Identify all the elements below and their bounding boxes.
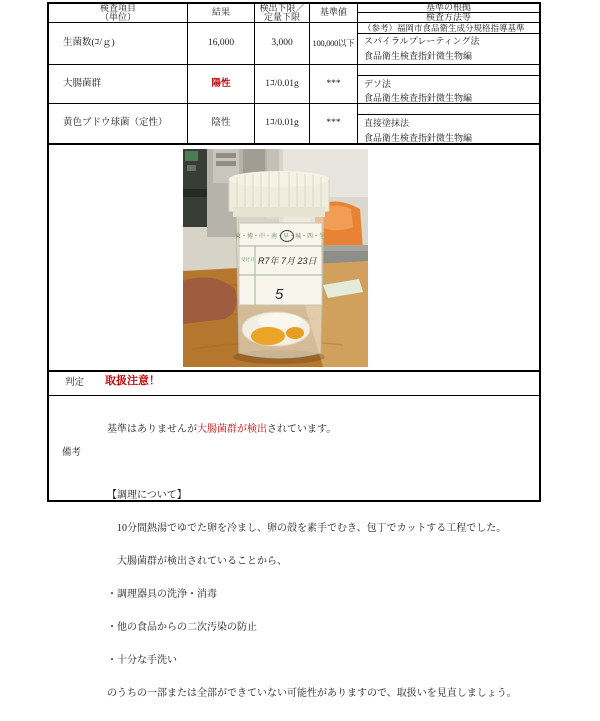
row1-standard: 100,000以下	[310, 23, 358, 65]
remarks-line: 10分間熱湯でゆでた卵を冷まし、卵の殻を素手でむき、包丁でカットする工程でした。	[107, 523, 507, 534]
remarks-line: のうちの一部または全部ができていない可能性がありますので、取扱いを見直しましょう。	[107, 688, 517, 699]
row2-basis	[358, 65, 539, 76]
header-standard: 基準値	[310, 4, 358, 23]
label-districts-text: 東・博・中・南・早・城・西・生	[234, 234, 326, 240]
row2-method2: 食品衛生検査指針微生物編	[364, 92, 473, 103]
row1-methods	[358, 34, 539, 65]
row3-methods	[358, 115, 539, 145]
remarks-label: 備考	[62, 448, 82, 458]
row1-method1: スパイラルプレーティング法	[364, 36, 480, 46]
row3-standard: ***	[310, 104, 358, 145]
row2-standard: ***	[310, 65, 358, 104]
remarks-line: 【調理について】	[107, 490, 187, 501]
header-item	[49, 4, 188, 23]
label-number-text: 5	[275, 286, 284, 303]
header-method: 検査方法等	[358, 13, 539, 23]
judgement-label: 判定	[65, 378, 85, 388]
label-date-text: R7年 7月 23日	[258, 256, 317, 266]
remarks-summary-red: 大腸菌群が検出	[197, 424, 267, 435]
row1-basis: （参考）福岡市食品衛生成分規格指導基準	[358, 23, 539, 34]
row3-method1: 直接塗抹法	[364, 118, 410, 128]
remarks-line: ・調理器具の洗浄・消毒	[107, 589, 217, 600]
row1-method2: 食品衛生検査指針微生物編	[364, 50, 473, 61]
photo-cell	[49, 145, 539, 372]
specimen-photo-illustration	[183, 149, 368, 367]
remarks-summary-black1: 基準はありませんが	[107, 424, 197, 435]
row1-result: 16,000	[188, 23, 255, 65]
judgement-value: 取扱注意！	[105, 375, 160, 387]
header-result: 結果	[188, 4, 255, 23]
inspection-report	[47, 2, 541, 699]
row3-item: 黄色ブドウ球菌（定性）	[49, 104, 188, 145]
row2-methods	[358, 76, 539, 104]
remarks-row	[49, 396, 539, 699]
remarks-line: 大腸菌群が検出されていることから、	[107, 556, 287, 567]
label-field-text: 受付日	[241, 257, 255, 262]
row1-limit: 3,000	[255, 23, 310, 65]
header-basis: 基準の根拠	[358, 4, 539, 13]
remarks-summary-line	[107, 424, 535, 435]
remarks-summary-black2: されています。	[267, 424, 337, 435]
specimen-label	[235, 223, 325, 305]
specimen-photo	[183, 149, 368, 367]
header-limit	[255, 4, 310, 23]
header-limit-line1: 検出下限／	[259, 2, 305, 13]
remarks-content	[107, 402, 535, 721]
row3-method2: 食品衛生検査指針微生物編	[364, 132, 473, 143]
remarks-line: ・他の食品からの二次汚染の防止	[107, 622, 257, 633]
row2-method1: デソ法	[364, 79, 391, 89]
remarks-line: ・十分な手洗い	[107, 655, 177, 666]
row3-limit: 1ｺ/0.01g	[255, 104, 310, 145]
judgement-row	[49, 372, 539, 396]
row3-result: 陰性	[188, 104, 255, 145]
row1-item: 生菌数(ｺ/ｇ)	[49, 23, 188, 65]
header-item-line1: 検査項目	[99, 2, 136, 13]
row3-basis	[358, 104, 539, 115]
row2-limit: 1ｺ/0.01g	[255, 65, 310, 104]
row2-result: 陽性	[188, 65, 255, 104]
remarks-blank-line	[107, 457, 535, 468]
header-item-line2: （単位）	[99, 12, 136, 22]
row2-item: 大腸菌群	[49, 65, 188, 104]
header-limit-line2: 定量下限	[263, 12, 300, 22]
